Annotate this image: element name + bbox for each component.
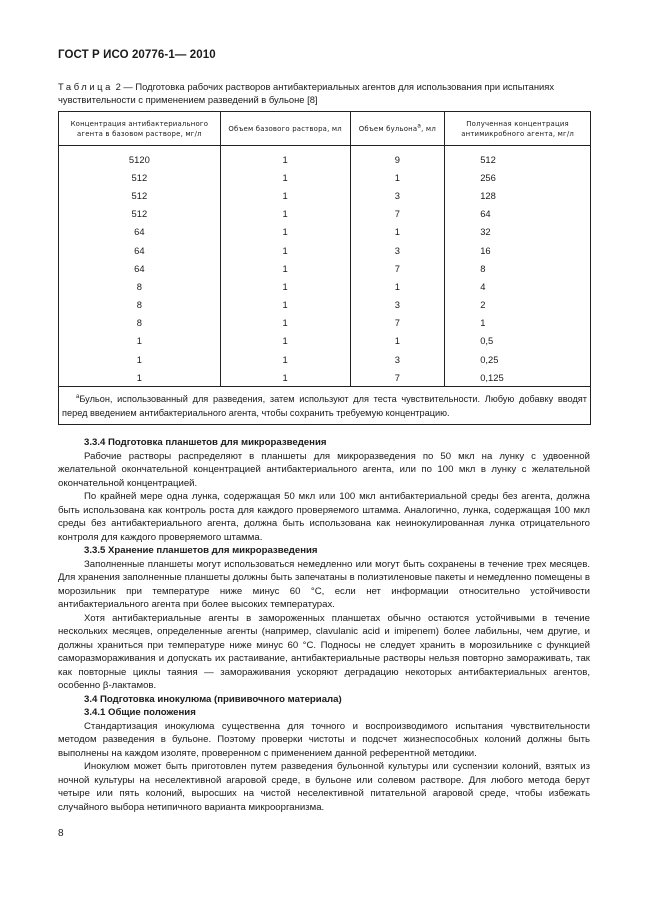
- paragraph: Заполненные планшеты могут использоваться немедленно или могут быть сохранены в течение трех месяцев. Для хранения заполненные планшеты должны быть запечатаны в полиэтиленовые пакеты и немедленно помещены в морозильник при температуре ниже минус 60 °С, если нет информации относительно устойчивости антибактериального агента при более высоких температурах.: [58, 558, 590, 610]
- table-row: [59, 350, 591, 368]
- cell: 64: [59, 241, 221, 259]
- table-row: [59, 314, 591, 332]
- cell: 7: [350, 368, 445, 387]
- cell: 1: [220, 259, 350, 277]
- cell: 8: [445, 259, 591, 277]
- cell: 1: [59, 368, 221, 387]
- header-broth-volume: [350, 112, 445, 146]
- paragraph: Стандартизация инокулюма существенна для точного и воспроизводимого испытания чувствительности методом разведения в бульоне. Поэтому проверки чистоты и подсчет жизнеспособных колоний должны быть выполнены на каждом изоляте, проверенном с применением данной референтной методики.: [58, 720, 590, 759]
- document-code: ГОСТ Р ИСО 20776-1— 2010: [58, 49, 216, 61]
- table-row: [59, 259, 591, 277]
- section-3-3-5-title: 3.3.5 Хранение планшетов для микроразведения: [84, 545, 318, 556]
- header-broth-unit: , мл: [421, 124, 436, 133]
- table-row: [59, 332, 591, 350]
- cell: 1: [220, 368, 350, 387]
- cell: 512: [59, 186, 221, 204]
- paragraph: По крайней мере одна лунка, содержащая 50 мкл или 100 мкл антибактериальной среды без агента, должна быть использована как контроль роста для каждого проверяемого штамма. Аналогично, лунка, содержащая 100 мкл среды без антибактериального агента, должна быть использована как неинокулированная лунка отрицательного контроля для каждого проверяемого штамма.: [58, 491, 590, 543]
- cell: 3: [350, 186, 445, 204]
- header-stock-volume: Объем базового раствора, мл: [220, 112, 350, 146]
- cell: 512: [445, 146, 591, 169]
- cell: 1: [59, 350, 221, 368]
- cell: 1: [220, 296, 350, 314]
- cell: 1: [220, 314, 350, 332]
- paragraph-text-end: -лактамов.: [108, 680, 157, 691]
- cell: 0,25: [445, 350, 591, 368]
- paragraph: Рабочие растворы распределяют в планшеты для микроразведения по 50 мкл на лунку с удвоенной желательной окончательной концентрацией антибактериального агента, или по 100 мкл в лунку с желательной окончательной концентрацией.: [58, 450, 590, 489]
- cell: 7: [350, 314, 445, 332]
- cell: 3: [350, 350, 445, 368]
- caption-text: 2 — Подготовка рабочих растворов антибактериальных агентов для использования при испытаниях чувствительности с применением разведений в бульоне [8]: [58, 81, 555, 105]
- header-footnote-mark: a: [417, 122, 422, 130]
- table-row: [59, 146, 591, 169]
- cell: 9: [350, 146, 445, 169]
- cell: 256: [445, 168, 591, 186]
- cell: 512: [59, 168, 221, 186]
- cell: 512: [59, 205, 221, 223]
- cell: 1: [445, 314, 591, 332]
- header-final-concentration: Полученная концентрация антимикробного агента, мг/л: [445, 112, 591, 146]
- paragraph: [58, 612, 590, 693]
- footnote-text: Бульон, использованный для разведения, затем используют для теста чувствительности. Любую добавку вводят перед введением антибактериального агента, чтобы сохранить требуемую концентрацию.: [62, 394, 587, 418]
- table-row: [59, 205, 591, 223]
- section-3-4-title: 3.4 Подготовка инокулюма (прививочного материала): [84, 693, 342, 705]
- table-row: [59, 186, 591, 204]
- cell: 16: [445, 241, 591, 259]
- cell: 3: [350, 296, 445, 314]
- body-text: [58, 436, 590, 814]
- cell: 1: [350, 168, 445, 186]
- table-footnote: [59, 387, 591, 425]
- header-stock-concentration: Концентрация антибактериального агента в базовом растворе, мг/л: [59, 112, 221, 146]
- cell: 1: [220, 146, 350, 169]
- cell: 1: [220, 223, 350, 241]
- page-number: 8: [58, 828, 64, 839]
- table-header-row: [59, 112, 591, 146]
- table-row: [59, 277, 591, 295]
- cell: 1: [350, 332, 445, 350]
- paragraph-text: Хотя антибактериальные агенты в замороженных планшетах обычно остаются устойчивыми в течение нескольких месяцев, определенные агенты (например, clavulanic acid и imipenem) более лабильны, чем другие, и должны храниться при температуре ниже минус 60 °С. Подносы не следует хранить в морозильнике с функцией саморазмораживания и допускать их растаивание, антибактериальные растворы нельзя повторно замораживать, так как повторные циклы таяния — замораживания ускоряют деградацию некоторых антибактериальных агентов, особенно: [58, 612, 590, 691]
- cell: 1: [220, 186, 350, 204]
- cell: 64: [59, 259, 221, 277]
- table-row: [59, 223, 591, 241]
- table-footnote-row: [59, 387, 591, 425]
- cell: 7: [350, 259, 445, 277]
- cell: 8: [59, 314, 221, 332]
- cell: 5120: [59, 146, 221, 169]
- cell: 7: [350, 205, 445, 223]
- table-row: [59, 368, 591, 387]
- header-broth-label: Объем бульона: [358, 124, 418, 133]
- cell: 4: [445, 277, 591, 295]
- cell: 32: [445, 223, 591, 241]
- paragraph: Инокулюм может быть приготовлен путем разведения бульонной культуры или суспензии колоний, взятых из ночной культуры на неселективной агаровой среде, в бульоне или солевом растворе. Для любого метода берут четыре или пять колоний, выросших на чистой неселективной питательной агаровой среде, чтобы избежать случайного выбора нетипичного варианта микроорганизма.: [58, 761, 590, 813]
- section-3-4-1-title: 3.4.1 Общие положения: [84, 707, 196, 718]
- section-3-3-4-title: 3.3.4 Подготовка планшетов для микроразведения: [84, 437, 327, 448]
- beta-symbol: β: [102, 680, 109, 691]
- cell: 64: [59, 223, 221, 241]
- cell: 1: [59, 332, 221, 350]
- cell: 0,5: [445, 332, 591, 350]
- cell: 1: [220, 332, 350, 350]
- cell: 1: [220, 168, 350, 186]
- cell: 1: [350, 223, 445, 241]
- cell: 2: [445, 296, 591, 314]
- cell: 64: [445, 205, 591, 223]
- cell: 1: [220, 205, 350, 223]
- cell: 3: [350, 241, 445, 259]
- cell: 8: [59, 277, 221, 295]
- table-row: [59, 241, 591, 259]
- cell: 1: [220, 277, 350, 295]
- cell: 1: [220, 350, 350, 368]
- cell: 8: [59, 296, 221, 314]
- cell: 1: [350, 277, 445, 295]
- caption-label: Таблица: [58, 81, 113, 92]
- cell: 128: [445, 186, 591, 204]
- dilution-table: [58, 111, 591, 425]
- table-caption: [58, 80, 593, 106]
- cell: 1: [220, 241, 350, 259]
- table-row: [59, 168, 591, 186]
- table-row: [59, 296, 591, 314]
- footnote-mark: a: [76, 394, 80, 401]
- cell: 0,125: [445, 368, 591, 387]
